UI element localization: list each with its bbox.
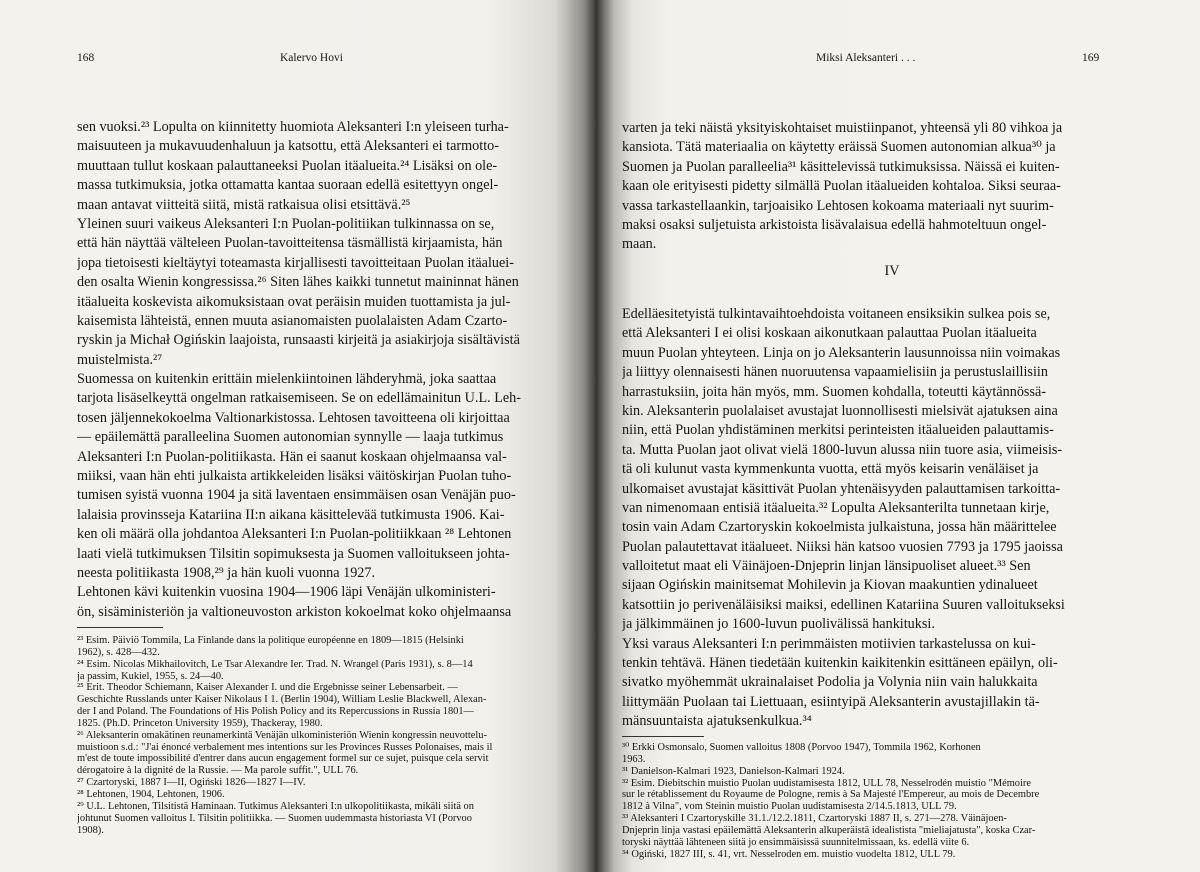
- text-line: tä oli kulunut vasta kymmenkunta vuotta, että myös keisarin venäläiset ja: [622, 461, 1039, 478]
- footnote-line: ²⁹ U.L. Lehtonen, Tilsitistä Haminaan. Tutkimus Aleksanteri I:n ulkopolitiikasta, mikäli siitä on: [77, 800, 474, 812]
- footnote-line: ²⁸ Lehtonen, 1904, Lehtonen, 1906.: [77, 788, 225, 800]
- text-line: ulkomaiset avustajat käsittivät Puolan yhtenäisyyden palauttamisen tarkoitta-: [622, 480, 1061, 497]
- footnote-line: der I and Poland. The Foundations of His Polish Policy and its Repercussions in Russia 1801—: [77, 706, 474, 718]
- text-line: tumisen syistä vuonna 1904 ja sitä laventaen ensimmäisen osan Venäjän puo-: [77, 487, 516, 504]
- text-line: neesta politiikasta 1908,²⁹ ja hän kuoli vuonna 1927.: [77, 564, 376, 581]
- text-line: mänsuuntaista ajatuksenkulkua.³⁴: [622, 713, 812, 730]
- text-line: kaisemista lähteistä, ennen muuta asianomaisten puolalaisten Adam Czarto-: [77, 312, 508, 329]
- body-text: [622, 119, 1102, 255]
- text-line: kaan ole erityisesti pidetty silmällä Puolan itäalueiden kohtaloa. Siksi seuraa-: [622, 178, 1061, 195]
- text-line: sivatko myöhemmät ukrainalaiset Podolia ja Volynia niin vain halukkaita: [622, 674, 1038, 691]
- page-number: 169: [1082, 52, 1100, 64]
- footnote-line: ³³ Aleksanteri I Czartoryskille 31.1./12.2.1811, Czartoryski 1887 II, s. 271—278. Väinäjoen-: [622, 813, 1007, 825]
- text-line: massa tutkimuksia, jotka ottamatta kantaa suoraan edellä esitettyyn ongel-: [77, 177, 499, 194]
- text-line: tarjota lisäselkeyttä ongelman ratkaisemiseen. Se on edellämainitun U.L. Leh-: [77, 390, 522, 407]
- footnote-line: ²⁷ Czartoryski, 1887 I—II, Ogiński 1826—1827 I—IV.: [77, 777, 306, 789]
- footnote-line: dérogatoire à la dignité de la Russie. — Ma parole suffit.", ULL 76.: [77, 765, 359, 777]
- footnote-line: m'est de toute impossibilité d'entrer dans aucun engagement formel sur ce sujet, puisque cela servit: [77, 753, 489, 765]
- footnote-line: 1825. (Ph.D. Princeton University 1959), Thackeray, 1980.: [77, 717, 323, 729]
- text-line: Puolan palautettavat itäalueet. Niiksi hän katsoo vuosien 7793 ja 1795 jaoissa: [622, 538, 1063, 555]
- text-line: Yleinen suuri vaikeus Aleksanteri I:n Puolan-politiikan tulkinnassa on se,: [77, 215, 495, 232]
- text-line: ja liittyy olennaisesti hänen nuoruutensa vapaamielisiin ja perustuslaillisiin: [622, 364, 1048, 381]
- text-line: Suomen ja Puolan paralleelia³¹ käsittelevissä tutkimuksissa. Näissä ei kuiten-: [622, 158, 1060, 175]
- footnote-rule: [622, 736, 704, 737]
- text-line: Lehtonen kävi kuitenkin vuosina 1904—1906 läpi Venäjän ulkoministeri-: [77, 584, 496, 601]
- left-page: [0, 0, 596, 872]
- right-page: [596, 0, 1200, 872]
- text-line: muistelmista.²⁷: [77, 351, 163, 368]
- text-line: miiksi, vaan hän ehti julkaista artikkeleiden lisäksi väitöskirjan Puolan tuho-: [77, 468, 512, 485]
- text-line: maan.: [622, 236, 657, 253]
- text-line: Suomessa on kuitenkin erittäin mielenkiintoinen lähderyhmä, joka saattaa: [77, 371, 497, 388]
- text-line: kansiota. Tätä materiaalia on käytetty eräissä Suomen autonomian alkua³⁰ ja: [622, 139, 1056, 156]
- running-head: Miksi Aleksanteri . . .: [816, 52, 916, 64]
- text-line: — epäilemättä paralleelina Suomen autonomian synnylle — laaja tutkimus: [77, 429, 504, 446]
- text-line: katsottiin jo perivenäläisiksi maiksi, edellinen Katariina Suuren valloitukseksi: [622, 596, 1065, 613]
- footnote-line: 1908).: [77, 824, 104, 836]
- text-line: laati vielä tutkimuksen Tilsitin sopimuksesta ja Suomen valloitukseen johta-: [77, 545, 510, 562]
- footnote-line: johtunut Suomen valloitus I. Tilsitin politiikka. — Suomen uudemmasta historiasta VI (Porvoo: [77, 812, 472, 824]
- text-line: ta. Mutta Puolan jaot olivat vielä 1800-luvun alussa niin tuore asia, viimeisis-: [622, 441, 1063, 458]
- text-line: ön, sisäministeriön ja valtioneuvoston arkiston kokoelmat koko ohjelmaansa: [77, 603, 512, 620]
- footnote-rule: [77, 627, 163, 628]
- text-line: muun Puolan yhteyteen. Linja on jo Aleksanterin lausunnoissa niin voimakas: [622, 344, 1061, 361]
- running-head: Kalervo Hovi: [280, 52, 343, 64]
- footnotes: [77, 635, 561, 836]
- text-line: vassa tarkastellaankin, tarjoaisiko Lehtosen kokoama materiaali nyt suurim-: [622, 197, 1054, 214]
- text-line: varten ja teki näistä yksityiskohtaiset muistiinpanot, yhteensä yli 80 vihkoa ja: [622, 120, 1063, 136]
- footnote-line: sur le rétablissement du Royaume de Pologne, remis à Sa Majesté l'Empereur, au mois de Decembre: [622, 789, 1040, 801]
- text-line: jopa tietoisesti kieltäytyi toteamasta kirjallisesti tavoitteitaan Puolan itäaluei-: [77, 254, 514, 271]
- text-line: Yksi varaus Aleksanteri I:n perimmäisten motiivien tarkastelussa on kui-: [622, 635, 1036, 652]
- text-line: Edelläesitetyistä tulkintavaihtoehdoista voitaneen ensiksikin sulkea pois se,: [622, 306, 1051, 322]
- text-line: van nimenomaan entisiä itäalueita.³² Lopulta Aleksanterilta tunnetaan kirje,: [622, 499, 1050, 516]
- footnote-line: ²³ Esim. Päiviö Tommila, La Finlande dans la politique européenne en 1809—1815 (Helsinki: [77, 635, 464, 646]
- footnote-line: 1812 à Vilna", vom Steinin muistio Puolan uudistamisesta 2/14.5.1813, ULL 79.: [622, 801, 957, 813]
- text-line: ryskin ja Michał Ogińskin laajoista, runsaasti kirjeitä ja asiakirjoja sisältävistä: [77, 332, 520, 349]
- text-line: että hän näyttää välteleen Puolan-tavoitteitensa täsmällistä kirjaamista, hän: [77, 235, 503, 252]
- text-line: Aleksanteri I:n Puolan-politiikasta. Hän ei saanut koskaan ohjelmaansa val-: [77, 448, 507, 465]
- footnote-line: ³¹ Danielson-Kalmari 1923, Danielson-Kalmari 1924.: [622, 765, 845, 777]
- footnote-line: toryski näyttää lähteneen siitä jo ensimmäisissä suunnitelmissaan, ks. edellä viite 6.: [622, 836, 970, 848]
- text-line: ja jälkimmäinen jo 1600-luvun puolivälissä hankituksi.: [622, 616, 935, 633]
- page-number: 168: [77, 52, 95, 64]
- body-text: [77, 118, 562, 622]
- text-line: tosen jäljennekokoelma Valtionarkistossa. Lehtosen tavoitteena oli kirjoittaa: [77, 409, 510, 426]
- footnote-line: 1963.: [622, 753, 646, 765]
- text-line: liittymään Puolaan tai Liettuaan, esiintyipä Aleksanterin avustajillakin tä-: [622, 693, 1040, 710]
- footnote-line: ²⁵ Erit. Theodor Schiemann, Kaiser Alexander I. und die Ergebnisse seiner Lebensarbeit. —: [77, 682, 458, 694]
- text-line: että Aleksanteri I ei olisi koskaan aikonutkaan palauttaa Puolan itäalueita: [622, 325, 1037, 342]
- text-line: muuttaan tullut koskaan palauttaneeksi Puolan itäalueita.²⁴ Lisäksi on ole-: [77, 157, 498, 174]
- text-line: maisuuteen ja mukavuudenhaluun ja katsottu, että Aleksanteri ei tarmotto-: [77, 138, 499, 155]
- text-line: ken oli määrä olla johdantoa Aleksanteri I:n Puolan-politiikkaan ²⁸ Lehtonen: [77, 526, 512, 543]
- text-line: sen vuoksi.²³ Lopulta on kiinnitetty huomiota Aleksanteri I:n yleiseen turha-: [77, 119, 509, 135]
- text-line: maksi osaksi suljetuista arkistoista lisävalaisua edellä hahmoteltuun ongel-: [622, 216, 1047, 233]
- footnotes: [622, 742, 1122, 860]
- text-line: kin. Aleksanterin puolalaiset avustajat luonnollisesti mielsivät ajatuksen aina: [622, 402, 1058, 419]
- footnote-line: ²⁶ Aleksanterin omakätinen reunamerkintä Venäjän ulkoministeriön Wienin kongressin neuvottelu-: [77, 729, 487, 741]
- section-heading: IV: [884, 263, 900, 279]
- text-line: lalaisia provinsseja Katariina II:n aikana käsittelevää tutkimusta 1906. Kai-: [77, 506, 505, 523]
- text-line: tosin vain Adam Czartoryskin kokoelmista julkaistuna, jossa hän määrittelee: [622, 519, 1057, 536]
- footnote-line: muistioon s.d.: "J'ai énoncé verbalement mes intentions sur les Provinces Russes Polonaises, mais il: [77, 741, 493, 753]
- body-text: [622, 305, 1108, 732]
- footnote-line: ³⁰ Erkki Osmonsalo, Suomen valloitus 1808 (Porvoo 1947), Tommila 1962, Korhonen: [622, 742, 981, 753]
- footnote-line: ²⁴ Esim. Nicolas Mikhailovitch, Le Tsar Alexandre Ier. Trad. N. Wrangel (Paris 1931), s. 8—14: [77, 658, 473, 670]
- text-line: itäalueita koskevista aikomuksistaan ovat peräisin muiden tuottamista ja jul-: [77, 293, 511, 310]
- footnote-line: ³⁴ Ogiński, 1827 III, s. 41, vrt. Nesselroden em. muistio vuodelta 1812, ULL 79.: [622, 848, 956, 860]
- footnote-line: Geschichte Russlands unter Kaiser Nikolaus I 1. (Berlin 1904), William Leslie Blackwell, Alexan-: [77, 694, 487, 706]
- footnote-line: Dnjeprin linja vastasi epäilemättä Aleksanterin alkuperäistä idealistista "mieliajatusta", koska Czar-: [622, 824, 1036, 836]
- text-line: tenkin tehtävä. Hänen tiedetään kuitenkin kaikitenkin esittäneen epäilyn, oli-: [622, 655, 1058, 672]
- footnote-line: ja passim, Kukiel, 1955, s. 24—40.: [77, 670, 224, 682]
- footnote-line: ³² Esim. Diebitschin muistio Puolan uudistamisesta 1812, ULL 78, Nesselrodén muistio "Mémoire: [622, 777, 1031, 789]
- text-line: valloitetut maat eli Väinäjoen-Dnjeprin linjan länsipuoliset alueet.³³ Sen: [622, 558, 1031, 575]
- text-line: harrastuksiin, joita hän myös, mm. Suomen kohdalla, toteutti käytännössä-: [622, 383, 1046, 400]
- text-line: den osalta Wienin kongressissa.²⁶ Siten lähes kaikki tunnetut maininnat hänen: [77, 274, 519, 291]
- text-line: sijaan Ogińskin mainitsemat Mohilevin ja Kiovan maakuntien ydinalueet: [622, 577, 1038, 594]
- text-line: maan antavat viitteitä siitä, mistä ratkaisua olisi etsittävä.²⁵: [77, 196, 411, 213]
- text-line: niin, että Puolan yhdistäminen merkitsi perinteisten itäalueiden palauttamis-: [622, 422, 1054, 439]
- footnote-line: 1962), s. 428—432.: [77, 646, 160, 658]
